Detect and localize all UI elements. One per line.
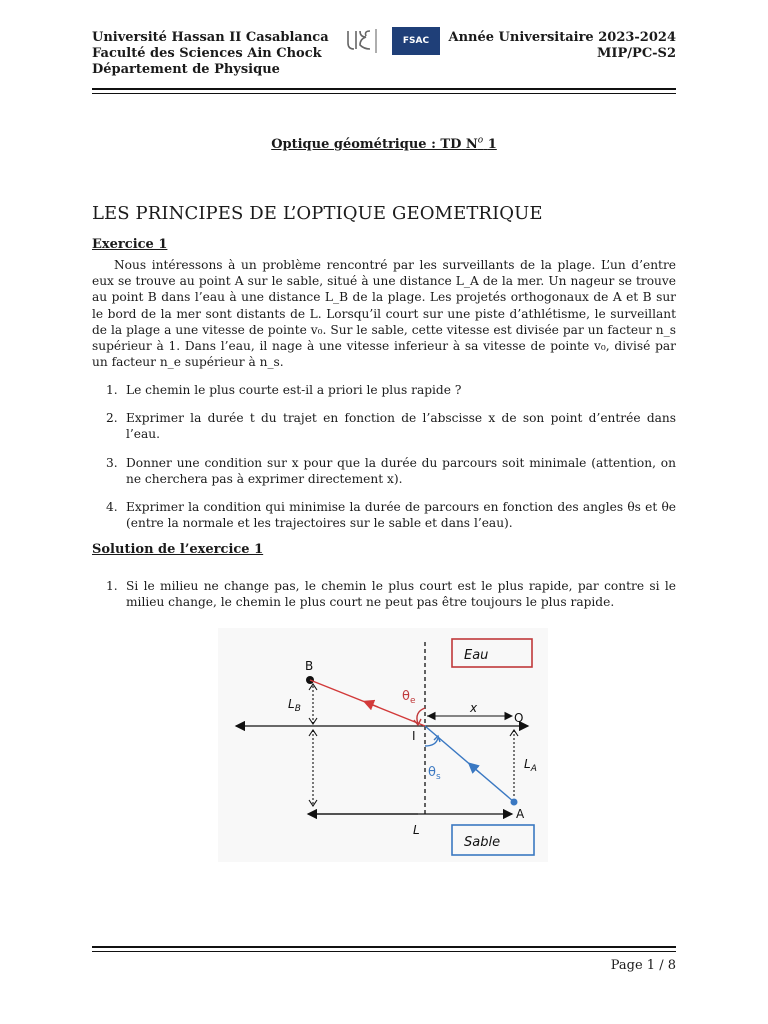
point-a	[511, 799, 518, 806]
department-name: Département de Physique	[92, 62, 280, 77]
question-number: 1.	[106, 383, 118, 397]
question-text: Donner une condition sur x pour que la durée du parcours soit minimale (attention, on ne cherchera pas à exprimer directement x).	[126, 455, 676, 486]
university-name: Université Hassan II Casablanca	[92, 30, 329, 45]
program-name: MIP/PC-S2	[597, 46, 676, 61]
label-o: O	[514, 711, 524, 725]
academic-year: Année Universitaire 2023-2024	[448, 30, 676, 45]
question-item	[92, 455, 676, 487]
header-right	[449, 30, 677, 62]
eau-label: Eau	[464, 648, 489, 663]
fsac-badge: FSAC	[392, 27, 440, 55]
ray-water-arrow	[368, 703, 378, 707]
doc-title-text: Optique géométrique : TD	[271, 137, 462, 153]
header-rule-thick	[92, 88, 676, 90]
document-title	[0, 136, 768, 152]
label-i: I	[412, 729, 416, 743]
doc-title-num: 1	[487, 137, 497, 153]
footer-rule-thin	[92, 951, 676, 952]
label-l: L	[413, 823, 420, 837]
label-theta-s: $\theta_s$	[428, 765, 441, 782]
sable-label: Sable	[464, 835, 501, 850]
solution-item	[92, 578, 676, 610]
question-item	[92, 410, 676, 442]
exercise-intro	[92, 257, 676, 370]
doc-title-num-prefix: N	[465, 137, 478, 153]
solution-heading: Solution de l’exercice 1	[92, 542, 264, 557]
solution-text: Si le milieu ne change pas, le chemin le plus court est le plus rapide, par contre si le milieu change, le chemin le plus court ne peut pas être toujours le plus rapide.	[126, 579, 676, 610]
question-number: 4.	[106, 500, 118, 515]
theta-s-arc	[425, 738, 438, 746]
ray-sand-arrow	[472, 766, 480, 773]
solution-number: 1.	[106, 579, 118, 593]
question-number: 3.	[106, 455, 118, 470]
faculty-name: Faculté des Sciences Ain Chock	[92, 46, 322, 61]
refraction-diagram	[218, 628, 548, 862]
page-number: Page 1 / 8	[610, 958, 676, 973]
question-item	[92, 499, 676, 531]
question-text: Le chemin le plus courte est-il a priori le plus rapide ?	[126, 383, 462, 397]
main-title: LES PRINCIPES DE L’OPTIQUE GEOMETRIQUE	[92, 203, 543, 224]
refraction-figure	[218, 628, 548, 862]
label-b: B	[305, 659, 314, 673]
footer-rule-thick	[92, 946, 676, 948]
question-list	[92, 382, 676, 531]
solution-list	[92, 578, 676, 610]
label-lb: $L_B$	[288, 697, 301, 714]
label-x: x	[470, 701, 478, 715]
question-text: Exprimer la condition qui minimise la durée de parcours en fonction des angles θs et θe (entre la normale et les trajectoires sur le sable et dans l’eau).	[126, 500, 676, 531]
question-text: Exprimer la durée t du trajet en fonction de l’abscisse x de son point d’entrée dans l’eau.	[126, 411, 676, 442]
exercise-intro-text: Nous intéressons à un problème rencontré par les surveillants de la plage. L’un d’entre eux se trouve au point A sur le sable, situé à une distance L_A de la mer. Un nageur se trouve au point B dans l’eau à une distance L_B de la plage. Les projetés orthogonaux de A et B sur le bord de la mer sont distants de L. Lorsqu’il court sur une piste d’athlétisme, le surveillant de la plage a une vitesse de pointe v₀. Sur le sable, cette vitesse est divisée par un facteur n_s supérieur à 1. Dans l’eau, il nage à une vitesse inferieur à sa vitesse de pointe v₀, divisé par un facteur n_e supérieur à n_s.	[92, 258, 676, 370]
faculty-logo	[342, 27, 440, 55]
label-theta-e: $\theta_e$	[402, 689, 416, 706]
header-rule-thin	[92, 93, 676, 94]
label-la: $L_A$	[524, 757, 537, 774]
doc-title-sup: o	[477, 136, 484, 146]
theta-e-arc	[417, 708, 425, 724]
label-a: A	[516, 807, 525, 821]
exercise-heading: Exercice 1	[92, 237, 168, 252]
question-item	[92, 382, 676, 398]
header-left	[92, 30, 329, 78]
question-number: 2.	[106, 411, 118, 426]
